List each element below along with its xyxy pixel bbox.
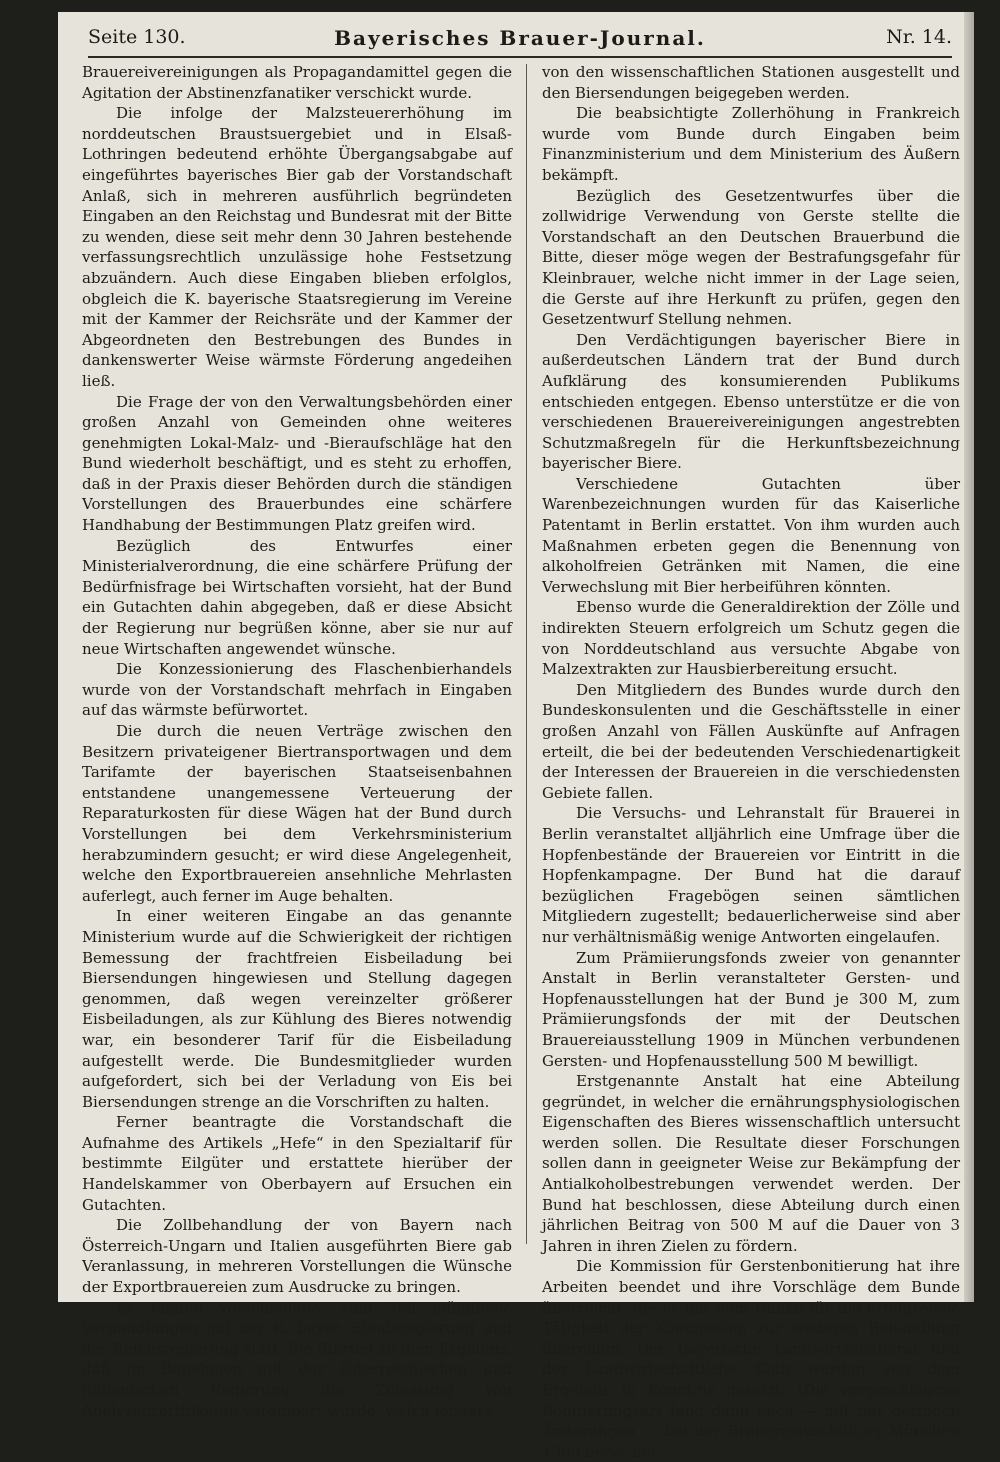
- paragraph: Bezüglich des Gesetzentwurfes über die zollwidrige Verwendung von Gerste stellte die Vorstandschaft an den Deutschen Brauerbund die Bitte, dieser möge wegen der Bestrafungsgefahr für Kleinbrauer, welche nicht immer in der Lage seien, die Gerste auf ihre Herkunft zu prüfen, gegen den Gesetzentwurf Stellung nehmen.: [542, 186, 960, 329]
- paragraph: Die infolge der Malzsteuererhöhung im norddeutschen Braustsuergebiet und in Elsaß-Lothringen bedeutend erhöhte Übergangsabgabe auf eingeführtes bayerisches Bier gab der Vorstandschaft Anlaß, sich in mehreren ausführlich begründeten Eingaben an den Reichstag und Bundesrat mit der Bitte zu wenden, diese seit mehr denn 30 Jahren bestehende verfassungsrechtlich unzulässige hohe Festsetzung abzuändern. Auch diese Eingaben blieben erfolglos, obgleich die K. bayerische Staatsregierung im Vereine mit der Kammer der Reichsräte und der Kammer der Abgeordneten den Bestrebungen des Bundes in dankenswerter Weise wärmste Förderung angedeihen ließ.: [82, 104, 512, 390]
- paragraph: Die Konzessionierung des Flaschenbierhandels wurde von der Vorstandschaft mehrfach in Eingaben auf das wärmste befürwortet.: [82, 660, 512, 720]
- paragraph: Ferner beantragte die Vorstandschaft die Aufnahme des Artikels „Hefe“ in den Spezialtarif für bestimmte Eilgüter und erstattete hierüber der Handelskammer von Oberbayern auf Ersuchen ein Gutachten.: [82, 1113, 512, 1214]
- paragraph: Die durch die neuen Verträge zwischen den Besitzern privateigener Biertransportwagen und dem Tarifamte der bayerischen Staatseisenbahnen entstandene unangemessene Verteuerung der Reparaturkosten für diese Wägen hat der Bund durch Vorstellungen bei dem Verkehrsministerium herabzumindern gesucht; er wird diese Angelegenheit, welche den Exportbrauereien ansehnliche Mehrlasten auferlegt, auch ferner im Auge behalten.: [82, 722, 512, 905]
- paragraph: Verschiedene Gutachten über Warenbezeichnungen wurden für das Kaiserliche Patentamt in Berlin erstattet. Von ihm wurden auch Maßnahmen erbeten gegen die Benennung von alkoholfreien Getränken mit Namen, die eine Verwechslung mit Bier herbeiführen könnten.: [542, 474, 960, 596]
- paragraph: Die Versuchs- und Lehranstalt für Brauerei in Berlin veranstaltet alljährlich eine Umfrage über die Hopfenbestände der Brauereien vor Eintritt in die Hopfenkampagne. Der Bund hat die darauf bezüglichen Fragebögen seinen sämtlichen Mitgliedern zugestellt; bedauerlicherweise sind aber nur verhältnismäßig wenige Antworten eingelaufen.: [542, 804, 960, 946]
- paragraph: Brauereivereinigungen als Propagandamittel gegen die Agitation der Abstinenzfanatiker verschickt wurde.: [82, 63, 512, 102]
- paragraph: Zum Prämiierungsfonds zweier von genannter Anstalt in Berlin veranstalteter Gersten- und Hopfenausstellungen hat der Bund je 300 M, zum Prämiierungsfonds der mit der Deutschen Brauereiausstellung 1909 in München verbundenen Gersten- und Hopfenausstellung 500 M bewilligt.: [542, 948, 960, 1070]
- paragraph: In einer weiteren Eingabe an das genannte Ministerium wurde auf die Schwierigkeit der richtigen Bemessung der frachtfreien Eisbeiladung bei Biersendungen hingewiesen und Stellung dagegen genommen, daß wegen vereinzelter größerer Eisbeiladungen, als zur Kühlung des Bieres notwendig war, ein besonderer Tarif für die Eisbeiladung aufgestellt werde. Die Bundesmitglieder wurden aufgefordert, sich bei der Verladung von Eis bei Biersendungen strenge an die Vorschriften zu halten.: [82, 907, 512, 1111]
- paragraph: Ebenso wurde die Generaldirektion der Zölle und indirekten Steuern erfolgreich um Schutz gegen die von Norddeutschland aus versuchte Abgabe von Malzextrakten zur Hausbierbereitung ersucht.: [542, 598, 960, 679]
- paragraph: Bezüglich des Entwurfes einer Ministerialverordnung, die eine schärfere Prüfung der Bedürfnisfrage bei Wirtschaften vorsieht, hat der Bund ein Gutachten dahin abgegeben, daß er diese Absicht der Regierung nur begrüßen könne, aber sie nur auf neue Wirtschaften angewendet wünsche.: [82, 536, 512, 658]
- issue-number: Nr. 14.: [886, 26, 952, 48]
- paragraph: Die beabsichtigte Zollerhöhung in Frankreich wurde vom Bunde durch Eingaben beim Finanzministerium und dem Ministerium des Äußern bekämpft.: [542, 104, 960, 184]
- paragraph: Den Mitgliedern des Bundes wurde durch den Bundeskonsulenten und die Geschäftsstelle in einer großen Anzahl von Fällen Auskünfte auf Anfragen erteilt, die bei der bedeutenden Verschiedenartigkeit der Interessen der Brauereien in die verschiedensten Gebiete fallen.: [542, 680, 960, 802]
- column-divider: [526, 64, 527, 1244]
- page-edge-shadow: [964, 12, 974, 1302]
- page-header: [88, 22, 952, 58]
- paragraph: Die Kommission für Gerstenbonitierung hat ihre Arbeiten beendet und ihre Vorschläge dem Bunde überreicht, die er mit dem Danke für die erfolgreiche Tätigkeit der Kommission zur weiteren Behandlung übernahm. Der Bayerische Landwirtschaftsrat und der Landwirtschaftliche Klub wurden von dem Ergebnis in Kenntnis gesetzt. (Die vorgeschlagene Bonitierungsart fand dann auch — mit nur geringen Änderungen — bei der Brauereiausstellung München 1909 bezw. bei: [542, 1257, 960, 1461]
- journal-title: Bayerisches Brauer-Journal.: [334, 26, 706, 50]
- paragraph: Erstgenannte Anstalt hat eine Abteilung gegründet, in welcher die ernährungsphysiologischen Eigenschaften des Bieres wissenschaftlich untersucht werden sollen. Die Resultate dieser Forschungen sollen dann in geeigneter Weise zur Bekämpfung der Antialkoholbestrebungen verwendet werden. Der Bund hat beschlossen, diese Abteilung durch einen jährlichen Beitrag von 500 M auf die Dauer von 3 Jahren in ihren Zielen zu fördern.: [542, 1072, 960, 1255]
- paragraph: von den wissenschaftlichen Stationen ausgestellt und den Biersendungen beigegeben werden.: [542, 63, 960, 102]
- page-number: Seite 130.: [88, 26, 186, 48]
- journal-page: [58, 12, 974, 1461]
- paragraph: Die Zollbehandlung der von Bayern nach Österreich-Ungarn und Italien ausgeführten Biere gab Veranlassung, in mehreren Vorstellungen die Wünsche der Exportbrauereien zum Ausdrucke zu bringen.: [82, 1216, 512, 1297]
- right-column: [542, 62, 960, 1462]
- paragraph: Die Frage der von den Verwaltungsbehörden einer großen Anzahl von Gemeinden ohne weiteres genehmigten Lokal-Malz- und -Bieraufschläge hat den Bund wiederholt beschäftigt, und es steht zu erhoffen, daß in der Praxis dieser Behörden durch die ständigen Vorstellungen des Brauerbundes eine schärfere Handhabung der Bestimmungen Platz greifen wird.: [82, 392, 512, 535]
- left-column: [82, 62, 512, 1421]
- paragraph: Es fanden verschiedene, zum Teil mündliche Verhandlungen mit der K. bayer. Staatsregierung und der Reichsregierung statt. Sie führten zu dem Ergebnis, daß im Benehmen mit der österreichischen und italienischen Regierung die Zulassung von Analysenzertifikaten vereinbart wurde, welch letztere: [82, 1298, 512, 1420]
- paragraph: Den Verdächtigungen bayerischer Biere in außerdeutschen Ländern trat der Bund durch Aufklärung des konsumierenden Publikums entschieden entgegen. Ebenso unterstütze er die von verschiedenen Brauereivereinigungen angestrebten Schutzmaßregeln für die Herkunftsbezeichnung bayerischer Biere.: [542, 330, 960, 473]
